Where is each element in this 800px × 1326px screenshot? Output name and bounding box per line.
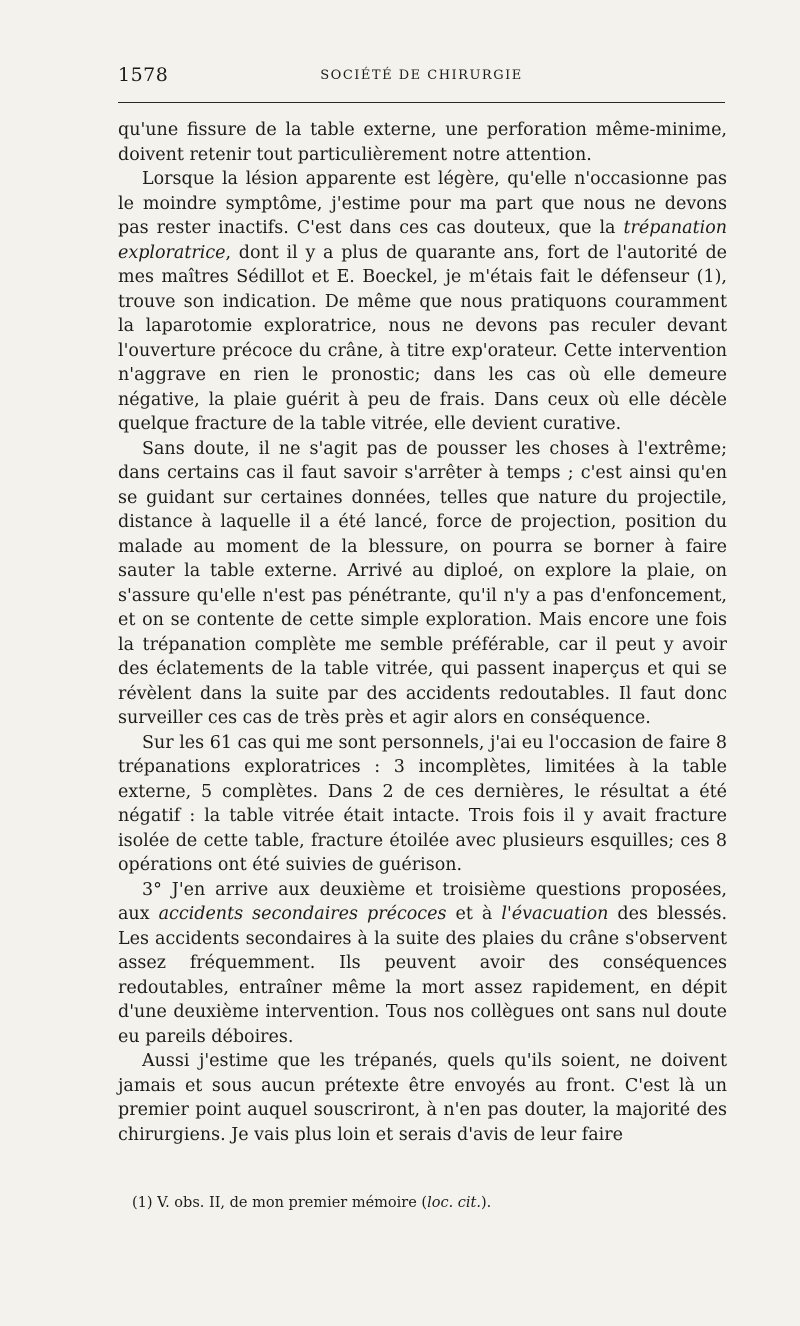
text-run: ). (480, 1195, 492, 1211)
text-run: , dont il y a plus de quarante ans, fort de l'autorité de mes maîtres Sédillot et E. Boeckel, je m'étais fait le défenseur (1), trouve son indication. De même que nous pratiquons couramment la laparotomie exploratrice, nous ne devons pas reculer devant l'ouverture précoce du crâne, à titre exp'orateur. Cette intervention n'aggrave en rien le pronostic; dans les cas où elle demeure négative, la plaie guérit à peu de frais. Dans ceux où elle décèle quelque fracture de la table vitrée, elle devient curative. (118, 242, 727, 434)
text-run: Sur les 61 cas qui me sont personnels, j'ai eu l'occasion de faire 8 trépanations exploratrices : 3 incomplètes, limitées à la table externe, 5 complètes. Dans 2 de ces dernières, le résultat a été négatif : la table vitrée était intacte. Trois fois il y avait fracture isolée de cette table, fracture étoilée avec plusieurs esquilles; ces 8 opérations ont été suivies de guérison. (118, 732, 727, 875)
text-run: (1) V. obs. II, de mon premier mémoire ( (132, 1195, 428, 1211)
running-head: SOCIÉTÉ DE CHIRURGIE (320, 68, 523, 83)
text-run: 3° J'en arrive aux deuxième et troisième questions proposées, aux (118, 879, 727, 924)
text-run: des blessés. Les accidents secondaires à la suite des plaies du crâne s'observent assez fréquemment. Ils peuvent avoir des conséquences redoutables, entraîner même la mort assez rapidement, en dépit d'une deuxième intervention. Tous nos collègues ont sans nul doute eu pareils déboires. (118, 904, 728, 1047)
text-run: Lorsque la lésion apparente est légère, qu'elle n'occasionne pas le moindre symptôme, j'estime pour ma part que nous ne devons pas rester inactifs. C'est dans ces cas douteux, que la (118, 169, 727, 238)
header-rule (118, 102, 725, 103)
page-header (118, 64, 725, 90)
paragraph (118, 118, 727, 167)
paragraph (118, 167, 727, 437)
text-run: Aussi j'estime que les trépanés, quels qu'ils soient, ne doivent jamais et sous aucun prétexte être envoyés au front. C'est là un premier point auquel souscriront, à n'en pas douter, la majorité des chirurgiens. Je vais plus loin et serais d'avis de leur faire (118, 1051, 727, 1145)
footnote (132, 1193, 692, 1213)
text-run: et à (446, 904, 502, 924)
paragraph (118, 731, 727, 878)
italic-text: l'évacuation (501, 904, 609, 924)
page-number: 1578 (118, 64, 169, 86)
italic-text: loc. cit. (427, 1195, 481, 1211)
text-run: qu'une fissure de la table externe, une perforation même-minime, doivent retenir tout particulièrement notre attention. (118, 120, 727, 165)
body-text (118, 118, 727, 1147)
text-run: Sans doute, il ne s'agit pas de pousser les choses à l'extrême; dans certains cas il faut savoir s'arrêter à temps ; c'est ainsi qu'en se guidant sur certaines données, telles que nature du projectile, distance à laquelle il a été lancé, force de projection, position du malade au moment de la blessure, on pourra se borner à faire sauter la table externe. Arrivé au diploé, on explore la plaie, on s'assure qu'elle n'est pas pénétrante, qu'il n'y a pas d'enfoncement, et on se contente de cette simple exploration. Mais encore une fois la trépanation complète me semble préférable, car il peut y avoir des éclatements de la table vitrée, qui passent inaperçus et qui se révèlent dans la suite par des accidents redoutables. Il faut donc surveiller ces cas de très près et agir alors en conséquence. (118, 438, 727, 728)
paragraph (118, 437, 727, 731)
italic-text: trépanation exploratrice (118, 218, 727, 263)
italic-text: accidents secondaires précoces (158, 904, 447, 924)
paragraph (118, 1049, 727, 1147)
paragraph (118, 878, 727, 1050)
